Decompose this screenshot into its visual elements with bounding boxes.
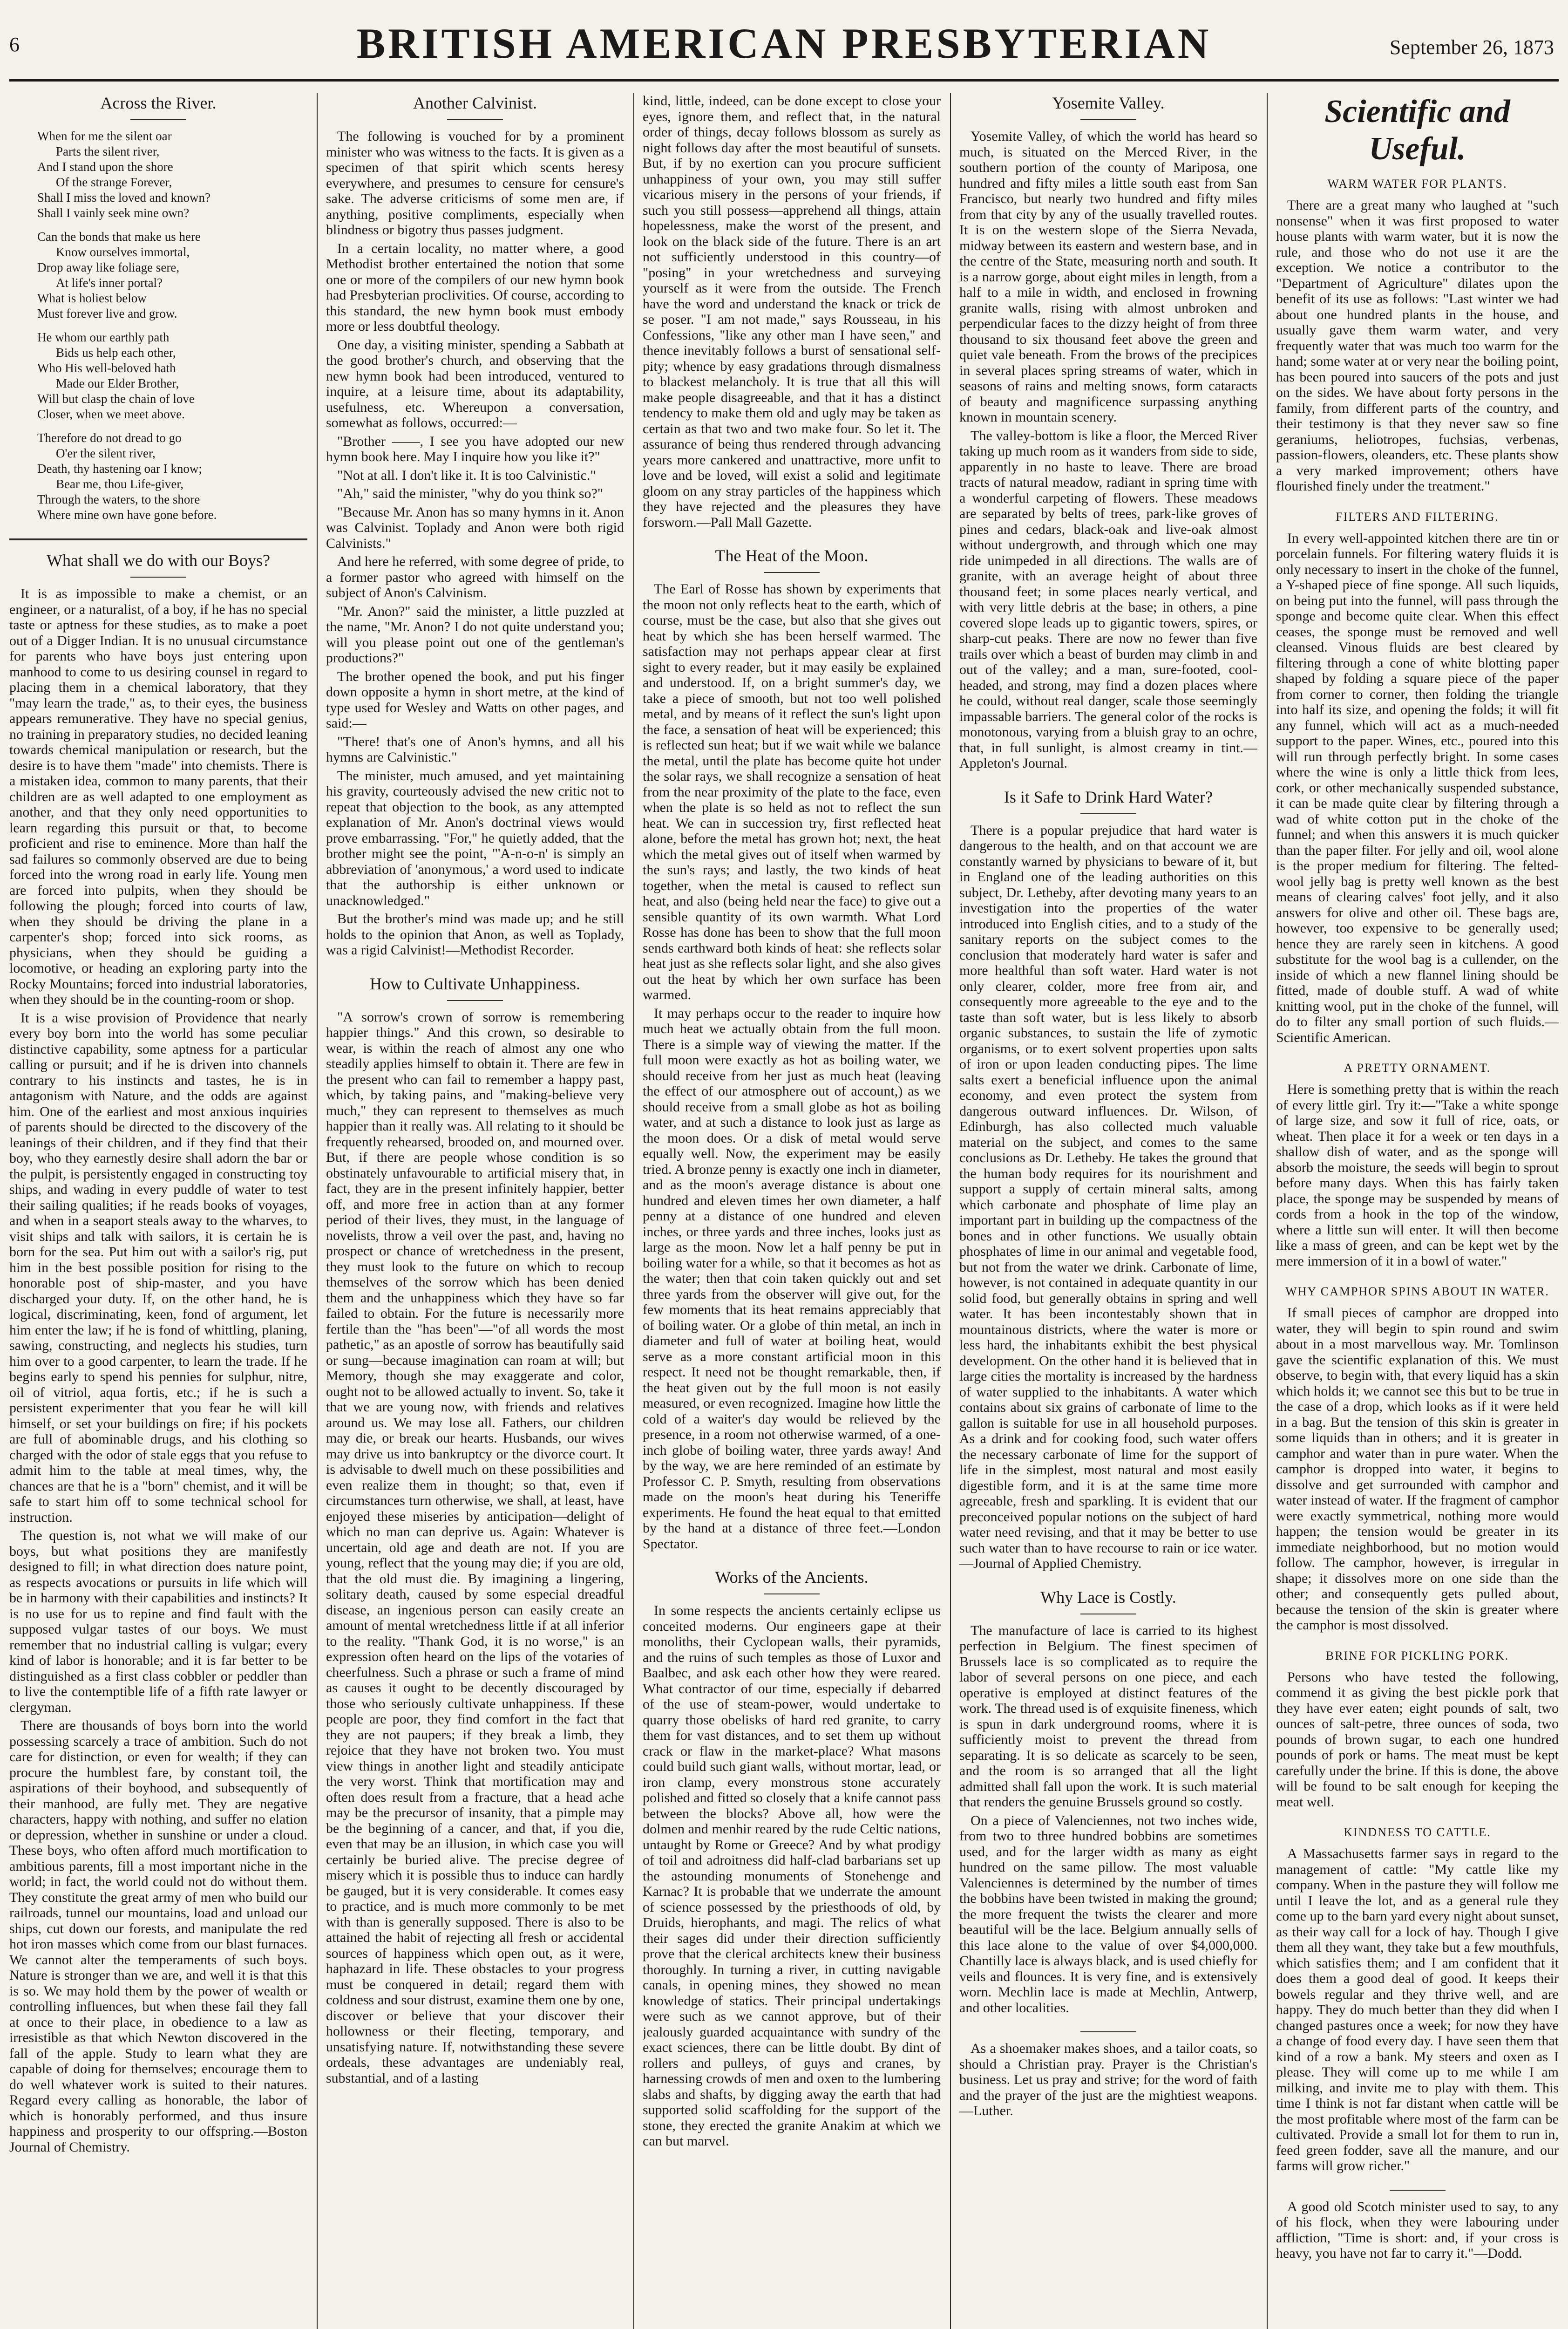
title-rule bbox=[1080, 119, 1136, 120]
paragraph: On a piece of Valenciennes, not two inches wide, from two to three hundred bobbins are sometimes used, and for the larger width as many as eight hundred on the same pillow. The most valuable Valenciennes is determined by the number of times the bobbins have been twisted in making the ground; the more frequent the twists the clearer and more beautiful will be the lace. Belgium annually sells of this lace alone to the value of over $4,000,000. Chantilly lace is always black, and is used chiefly for veils and flounces. It is very fine, and is extensively worn. Mechlin lace is made at Mechlin, Antwerp, and other localities. bbox=[959, 1812, 1257, 2016]
column-divider bbox=[633, 93, 634, 2329]
article-hard-water bbox=[959, 787, 1257, 1572]
poem-line: Know ourselves immortal, bbox=[56, 245, 190, 259]
article-another-calvinist bbox=[326, 93, 624, 958]
paragraph: kind, little, indeed, can be done except to close your eyes, ignore them, and reflect that, in the natural order of things, decay follows blossom as surely as night follows day after the most beautiful of sunsets. But, if by no exertion can you procure sufficient unhappiness of your own, you may still suffer vicarious misery in the persons of your friends, if such you still possess—apprehend all things, attain hopelessness, make the worst of the present, and look on the black side of the future. There is an art not sufficiently understood in this country—of "posing" in your wretchedness and surveying yourself as it were from the outside. The French have the word and understand the knack or trick de se poser. "I am not made," says Rousseau, in his Confessions, "like any other man I have seen," and thence inevitably follows a burst of sensational self-pity; whence by easy gradations through dismalness to blackest melancholy. It is true that all this will make people disagreeable, and that it has a distinct tendency to make them old and ugly may be taken as certain as that two and two make four. So let it. The assurance of being thus rendered through advancing years more cankered and unattractive, more unfit to love and be loved, will exist a solid and legitimate gloom on any stray particles of the happiness which they have rejected and the pleasures they have forsworn.—Pall Mall Gazette. bbox=[643, 93, 941, 530]
paragraph: In every well-appointed kitchen there are tin or porcelain funnels. For filtering watery fluids it is only necessary to insert in the choke of the funnel, a Y-shaped piece of fine sponge. All such liquids, on being put into the funnel, will pass through the sponge and become quite clear. When this effect ceases, the sponge must be removed and well cleansed. Vinous fluids are best cleared by filtering through a cone of white blotting paper shaped by folding a square piece of the paper from corner to corner, then folding the triangle into half its size, and opening the folds; it will fit any funnel, which will act as a much-needed support to the paper. Wines, etc., poured into this will run through perfectly bright. In some cases where the wine is only a little thick from lees, cork, or other mechanically suspended substance, it can be made quite clear by filtering through a wad of white cotton put in the choke of the funnel; and when this answers it is much quicker than the paper filter. For jelly and oil, wool alone is the proper medium for filtering. The felted-wool jelly bag is pretty well known as the best means of clearing calves' foot jelly, and it also answers for olive and other oil. These bags are, however, too expensive to be generally used; hence they are rarely seen in kitchens. A good substitute for the wool bag is a cullender, on the inside of which a new flannel lining should be fitted, made of double stuff. A wad of white knitting wool, put in the choke of the funnel, will do to filter any small portion of such fluids.—Scientific American. bbox=[1276, 530, 1559, 1045]
article-boys bbox=[9, 551, 307, 2155]
poem-line: Bear me, thou Life-giver, bbox=[56, 477, 184, 491]
column-divider bbox=[950, 93, 951, 2329]
poem-line: Drop away like foliage sere, bbox=[37, 260, 180, 274]
article-title: BRINE FOR PICKLING PORK. bbox=[1325, 1648, 1509, 1662]
masthead bbox=[9, 19, 1559, 84]
poem bbox=[9, 330, 307, 422]
poem-line: Parts the silent river, bbox=[56, 144, 160, 158]
article-title: What shall we do with our Boys? bbox=[47, 551, 270, 570]
article-title: WHY CAMPHOR SPINS ABOUT IN WATER. bbox=[1285, 1285, 1549, 1298]
poem-line: Shall I miss the loved and known? bbox=[37, 191, 210, 204]
paragraph: Persons who have tested the following, commend it as giving the best pickle pork that they have ever eaten; eight pounds of salt, two ounces of salt-petre, three ounces of soda, two pounds of brown sugar, to each one hundred pounds of pork or hams. The meat must be kept carefully under the brine. If this is done, the above will be found to be salt enough for keeping the meat well. bbox=[1276, 1669, 1559, 1810]
paragraph: The Earl of Rosse has shown by experiments that the moon not only reflects heat to the earth, which of course, must be the case, but also that she gives out heat by which she has been herself warmed. The satisfaction may not perhaps appear clear at first sight to every reader, but it may easily be explained and understood. If, on a bright summer's day, we take a piece of smooth, but not too well polished metal, and by means of it reflect the sun's light upon the face, a sensation of heat will be experienced; this is reflected sun heat; but if we wait while we balance the metal, until the plate has become quite hot under the solar rays, we shall recognize a sensation of heat from the near proximity of the plate to the face, even when the plate is so held as not to reflect the sun heat. We can in succession try, first reflected heat alone, before the metal has grown hot; next, the heat which the metal gives out of itself when warmed by the sun's rays; and lastly, the two kinds of heat together, when the metal is caused to reflect sun heat, and also (being held near the face) to give out a sensible quantity of its own warmth. What Lord Rosse has done has been to show that the full moon sends earthward both kinds of heat: she reflects solar heat just as she reflects solar light, and she also gives out the heat by which her own surface has been warmed. bbox=[643, 581, 941, 1002]
article-unhappiness-continued bbox=[643, 93, 941, 530]
article-ornament bbox=[1276, 1061, 1559, 1269]
article-title: Is it Safe to Drink Hard Water? bbox=[1004, 787, 1213, 806]
poem-line: At life's inner portal? bbox=[56, 276, 163, 290]
poem-line: Who His well-beloved hath bbox=[37, 361, 176, 375]
paragraph: "There! that's one of Anon's hymns, and all his hymns are Calvinistic." bbox=[326, 734, 624, 765]
page-number: 6 bbox=[9, 33, 20, 56]
poem-line: Closer, when we meet above. bbox=[37, 407, 185, 421]
issue-date: September 26, 1873 bbox=[1389, 36, 1554, 59]
paragraph: "Not at all. I don't like it. It is too Calvinistic." bbox=[337, 467, 596, 483]
paragraph: It is a wise provision of Providence that nearly every boy born into the world has some peculiar distinctive capability, some aptness for a particular calling or pursuit; and if he is driven into channels contrary to his instincts and tastes, he is in antagonism with Nature, and the odds are against him. One of the earliest and most anxious inquiries of parents should be directed to the discovery of the leanings of their children, and if they find that their boy, who they earnestly desire shall adorn the bar or the pulpit, is persistently engaged in constructing toy ships, and wading in every puddle of water to test their sailing qualities; if he reads books of voyages, and when in a seaport steals away to the wharves, to visit ships and talk with sailors, it is certain he is born for the sea. Put him out with a sailor's rig, put him in the best possible position for rising to the honorable post of ship-master, and you have discharged your duty. If, on the other hand, he is logical, discriminating, keen, fond of argument, let him enter the law; if he is fond of whittling, planing, sawing, constructing, and neglects his studies, turn him over to a good carpenter, to learn the trade. If he begins early to spend his pennies for sulphur, nitre, oil of vitriol, aqua fortis, etc.; if he is such a persistent experimenter that you fear he will kill himself, or set your buildings on fire; if his pockets are full of abominable drugs, and his clothing so charged with the odor of stale eggs that you refuse to admit him to the table at meal times, why, the chances are that he is a "born" chemist, and it will be safe to start him off to some technical school for instruction. bbox=[9, 1010, 307, 1525]
column-3 bbox=[643, 93, 941, 2329]
poem-line: Bids us help each other, bbox=[56, 346, 176, 360]
poem-line: Death, thy hastening oar I know; bbox=[37, 462, 202, 476]
poem-line: And I stand upon the shore bbox=[37, 160, 173, 174]
paragraph: The following is vouched for by a prominent minister who was witness to the facts. It is given as a specimen of that spirit which scents heresy everywhere, and presumes to censure for censure's sake. The adverse criticisms of some men are, if anything, positive compliments, especially when blindness or bigotry thus passes judgment. bbox=[326, 129, 624, 238]
poem-line: Must forever live and grow. bbox=[37, 306, 177, 320]
title-rule bbox=[130, 577, 186, 578]
poem bbox=[9, 129, 307, 221]
title-rule bbox=[764, 572, 820, 573]
paragraph: In some respects the ancients certainly eclipse us conceited moderns. Our engineers gape at their monoliths, their Cyclopean walls, their pyramids, and the ruins of such temples as those of Luxor and Baalbec, and ask each other how they were reared. What contractor of our time, especially if debarred of the use of steam-power, would undertake to quarry those obelisks of hard red granite, to carry them for vast distances, and to set them up without crack or flaw in the market-place? What masons could build such giant walls, without mortar, lead, or iron clamp, every monstrous stone accurately polished and fitted so closely that a knife cannot pass between the blocks? Above all, how were the dolmen and menhir reared by the rude Celtic nations, untaught by Rome or Greece? And by what prodigy of toil and adroitness did half-clad barbarians set up the astounding monuments of Stonehenge and Karnac? It is probable that we underrate the amount of science possessed by the priesthoods of old, by Druids, hierophants, and magi. The relics of what their sages did under their direction sufficiently prove that the clerical architects knew their business thoroughly. In turning a river, in cutting navigable canals, in opening mines, they showed no mean knowledge of statics. Their principal undertakings were such as we cannot approve, but of their jealously guarded acquaintance with sundry of the exact sciences, there can be little doubt. By dint of rollers and pulleys, of guys and cranes, by harnessing crowds of men and oxen to the lumbering slabs and shafts, by digging away the earth that had supported solid scaffolding for the support of the stone, they erected the granite Anakim at which we can but marvel. bbox=[643, 1603, 941, 2149]
paragraph: "Ah," said the minister, "why do you think so?" bbox=[337, 486, 604, 501]
paragraph: If small pieces of camphor are dropped into water, they will begin to spin round and swim about in a most marvellous way. Mr. Tomlinson gave the scientific explanation of this. We must observe, to begin with, that every liquid has a skin which holds it; we cannot see this but to be true in the case of a drop, which looks as if it were held in a bag. But the tension of this skin is greater in some liquids than in others; and it is greater in camphor and water than in pure water. When the camphor is dropped into water, it begins to dissolve and get surrounded with camphor and water instead of water. If the fragment of camphor were exactly symmetrical, nothing more would happen; the tension would be greater in its immediate neighborhood, but no motion would follow. The camphor, however, is irregular in shape; it dissolves more on one side than the other; and consequently gets pulled about, because the tension of the skin is greater where the camphor is most dissolved. bbox=[1276, 1305, 1559, 1633]
paragraph: The minister, much amused, and yet maintaining his gravity, courteously advised the new critic not to repeat that objection to the book, as any attempted explanation of Mr. Anon's doctrinal views would prove embarrassing. "For," he quietly added, that the brother might see the point, "'A-n-o-n' is simply an abbreviation of 'anonymous,' a word used to indicate that the authorship is either unknown or unacknowledged." bbox=[326, 768, 624, 908]
poem-line: Shall I vainly seek mine own? bbox=[37, 206, 190, 220]
article-title: WARM WATER FOR PLANTS. bbox=[1327, 177, 1507, 191]
title-rule bbox=[1080, 813, 1136, 814]
column-divider bbox=[317, 93, 318, 2329]
poem-line: Made our Elder Brother, bbox=[56, 376, 179, 390]
article-title: A PRETTY ORNAMENT. bbox=[1344, 1061, 1491, 1075]
poem-line: Through the waters, to the shore bbox=[37, 492, 200, 506]
paragraph: One day, a visiting minister, spending a Sabbath at the good brother's church, and observing that the new hymn book had been introduced, ventured to inquire, at a leisure time, about its adaptability, usefulness, etc. Whereupon a conversation, somewhat as follows, occurred:— bbox=[326, 337, 624, 430]
article-works-of-ancients bbox=[643, 1567, 941, 2149]
article-title: Across the River. bbox=[100, 94, 217, 112]
article-title: How to Cultivate Unhappiness. bbox=[370, 974, 580, 993]
item-rule bbox=[1080, 2031, 1136, 2032]
paragraph: The brother opened the book, and put his finger down opposite a hymn in short metre, at the kind of type used for Wesley and Watts on other pages, and said:— bbox=[326, 668, 624, 731]
paragraph: Yosemite Valley, of which the world has heard so much, is situated on the Merced River, in the southern portion of the county of Mariposa, one hundred and fifty miles a little south east from San Francisco, but nearly two hundred and fifty miles from that city by any of the usually travelled routes. It is on the western slope of the Sierra Nevada, midway between its eastern and western base, and in the centre of the State, measuring north and south. It is a narrow gorge, about eight miles in length, from a half to a mile in width, and enclosed in frowning granite walls, rising with almost unbroken and perpendicular faces to the dizzy height of from three thousand to six thousand feet above the green and quiet vale beneath. From the brows of the precipices in several places spring streams of water, which in seasons of rains and melting snows, form cataracts of beauty and magnificence surpassing anything known in mountain scenery. bbox=[959, 129, 1257, 425]
poem-line: He whom our earthly path bbox=[37, 330, 170, 344]
paragraph: There are a great many who laughed at "such nonsense" when it was first proposed to water house plants with warm water, but it is now the rule, and those who do not use it are the exception. We notice a contributor to the "Department of Agriculture" dilates upon the benefit of its use as follows: "Last winter we had about one hundred plants in the house, and usually gave them warm water, and very frequently water that was much too warm for the hand; some water at or very near the boiling point, has been poured into saucers of the pots and just on the sides. We have about forty persons in the family, from different parts of the country, and their testimony is that they never saw so fine geraniums, heliotropes, fuchsias, verbenas, passion-flowers, oleanders, etc. These plants show a very marked improvement; others have flourished finely under the treatment." bbox=[1276, 197, 1559, 494]
poem-line: Will but clasp the chain of love bbox=[37, 392, 195, 406]
article-separator bbox=[9, 538, 307, 540]
article-title: Why Lace is Costly. bbox=[1040, 1587, 1176, 1607]
column-divider bbox=[1267, 93, 1268, 2329]
article-lace bbox=[959, 1587, 1257, 2016]
article-yosemite bbox=[959, 93, 1257, 771]
article-heat-of-moon bbox=[643, 546, 941, 1552]
article-title: The Heat of the Moon. bbox=[715, 546, 869, 565]
column-5 bbox=[1276, 93, 1559, 2329]
poem-line: What is holiest below bbox=[37, 291, 147, 305]
paragraph: "Brother ——, I see you have adopted our new hymn book here. May I inquire how you like it?" bbox=[326, 433, 624, 464]
paragraph: There is a popular prejudice that hard water is dangerous to the health, and on that account we are constantly warned by physicians to beware of it, but in England one of the leading authorities on this subject, Dr. Letheby, after devoting many years to an investigation into the properties of the water introduced into English cities, and to a study of the sanitary reports on the subject comes to the conclusion that moderately hard water is safer and more healthful than soft water. Hard water is not only clearer, colder, more free from air, and consequently more agreeable to the eye and to the taste than soft water, but is less likely to absorb organic substances, to sustain the life of zymotic organisms, or to exert solvent properties upon salts of iron or upon leaden conducting pipes. The lime salts exert a beneficial influence upon the animal economy, and even protect the system from dangerous outward influences. Dr. Wilson, of Edinburgh, has also collected much valuable material on the subject, and comes to the same conclusions as Dr. Letheby. He takes the ground that the human body requires for its nourishment and support a supply of certain mineral salts, among which carbonate and phosphate of lime play an important part in building up the compactness of the bones and in other functions. We usually obtain phosphates of lime in our animal and vegetable food, but not from the water we drink. Carbonate of lime, however, is not contained in adequate quantity in our solid food, but generally obtains in spring and well water. It has been incontestably shown that in mountainous districts, where the water is more or less hard, the inhabitants exhibit the best physical development. On the other hand it is believed that in large cities the mortality is increased by the hardness of water supplied to the inhabitants. A water which contains about six grains of carbonate of lime to the gallon is suitable for use in all household purposes. As a drink and for cooking food, such water offers the necessary carbonate of lime for the support of life in the simplest, most natural and most easily digestible form, and it is at the same time more agreeable, fresh and sparkling. It is evident that our preconceived popular notions on the subject of hard water need revising, and that it may be better to use such water than to have recourse to rain or ice water.—Journal of Applied Chemistry. bbox=[959, 822, 1257, 1571]
article-filters bbox=[1276, 510, 1559, 1046]
paragraph: The valley-bottom is like a floor, the Merced River taking up much room as it wanders from side to side, apparently in no haste to leave. There are broad tracts of natural meadow, radiant in spring time with a wonderful carpeting of flowers. These meadows are separated by belts of trees, park-like groves of pines and cedars, black-oak and live-oak almost without undergrowth, and through which one may ride unimpeded in all directions. The walls are of granite, with an average height of about three thousand feet; in some places nearly vertical, and with very little debris at the base; in others, a pine covered slope leads up to gigantic towers, spires, or sharp-cut peaks. There are now no fewer than five trails over which a beast of burden may climb in and out of the valley; and a man, sure-footed, cool-headed, and strong, may find a dozen places where he could, without real danger, scale those seemingly impassable barriers. The general color of the rocks is monotonous, varying from a bluish gray to an ochre, that, in full sunlight, is almost creamy in tint.—Appleton's Journal. bbox=[959, 428, 1257, 771]
paragraph: "A sorrow's crown of sorrow is remembering happier things." And this crown, so desirable to wear, is within the reach of almost any one who steadily applies himself to obtain it. There are few in the present who can fail to remember a happy past, which, by taking pains, and "making-believe very much," they can represent to themselves as much happier than it really was. All relating to it should be frequently rehearsed, brooded on, and mourned over. But, if there are people whose condition is so obstinately unfavourable to artificial misery that, in fact, they are in the present infinitely happier, better off, and more free in action than at any former period of their lives, they must, in the language of novelists, throw a veil over the past, and, having no prospect or chance of wretchedness in the present, they must look to the future on which to recoup themselves of the sorrow which has been denied them and the unhappiness which they have so far failed to obtain. For the future is necessarily more fertile than the "has been"—"of all words the most pathetic," as an apostle of sorrow has beautifully said or sung—because imagination can roam at will; but Memory, though she may exaggerate and color, ought not to be allowed actually to invent. So, take it that we are young now, with friends and relatives around us. We may lose all. Fathers, our children may die, or break our hearts. Husbands, our wives may drive us into bankruptcy or the divorce court. It is advisable to dwell much on these possibilities and even realize them in thought; so that, even if circumstances turn otherwise, we shall, at least, have enjoyed these miseries by anticipation—delight of which no man can deprive us. Again: Whatever is uncertain, old age and death are not. If you are young, reflect that the young may die; if you are old, that the old must die. By imagining a lingering, solitary death, caused by some especial dreadful disease, an ingenious person can easily create an amount of mental wretchedness little if at all inferior to the reality. "Thank God, it is no worse," is an expression often heard on the lips of the votaries of cheerfulness. Such a phrase or such a frame of mind as causes it ought to be decently discouraged by those who seriously cultivate unhappiness. If these people are poor, they find comfort in the fact that they are not paupers; if they break a limb, they rejoice that they have not broken two. You must view things in another light and steadily anticipate the very worst. Think that mortification may and often does result from a fracture, that a head ache may be the precursor of insanity, that a pimple may be the beginning of a cancer, and that, if you die, even that may be an illusion, in which case you will certainly be buried alive. The precise degree of misery which it is possible thus to induce can hardly be gauged, but it is very considerable. It comes easy to practice, and is much more commonly to be met with than is generally supposed. There is also to be attained the habit of rejecting all fresh or accidental sources of happiness which open out, as it were, haphazard in life. These obstacles to your progress must be conquered in detail; regard them with coldness and sour distrust, examine them one by one, discover or believe that your discover their hollowness or their fleeting, temporary, and unsatisfying nature. If, notwithstanding these severe ordeals, these advantages are undeniably real, substantial, and of a lasting bbox=[326, 1009, 624, 2086]
poem-line: O'er the silent river, bbox=[56, 446, 156, 460]
luther-quote: As a shoemaker makes shoes, and a tailor coats, so should a Christian pray. Prayer is the Christian's business. Let us pray and strive; for the word of faith and the prayer of the just are the mightiest weapons.—Luther. bbox=[959, 2041, 1257, 2118]
article-camphor bbox=[1276, 1285, 1559, 1633]
article-title: Another Calvinist. bbox=[413, 94, 537, 112]
poem-line: Can the bonds that make us here bbox=[37, 230, 201, 244]
paragraph: In a certain locality, no matter where, a good Methodist brother entertained the notion that some one or more of the compilers of our new hymn book had Presbyterian proclivities. Of course, according to this standard, the new hymn book must embody more or less doubtful theology. bbox=[326, 240, 624, 334]
poem bbox=[9, 229, 307, 321]
article-title: FILTERS AND FILTERING. bbox=[1336, 510, 1499, 524]
section-title: Scientific and Useful. bbox=[1324, 94, 1510, 167]
item-rule bbox=[1390, 2190, 1446, 2191]
scotch-minister-anecdote: A good old Scotch minister used to say, to any of his flock, when they were labouring under affliction, "Time is short: and, if your cross is heavy, you have not far to carry it."—Dodd. bbox=[1276, 2199, 1559, 2261]
article-across-the-river bbox=[9, 93, 307, 523]
column-2 bbox=[326, 93, 624, 2329]
newspaper-title: BRITISH AMERICAN PRESBYTERIAN bbox=[356, 20, 1212, 67]
article-title: KINDNESS TO CATTLE. bbox=[1344, 1825, 1491, 1839]
article-title: Yosemite Valley. bbox=[1052, 94, 1165, 112]
article-unhappiness bbox=[326, 974, 624, 2086]
header-rule bbox=[9, 79, 1559, 82]
paragraph: Here is something pretty that is within the reach of every little girl. Try it:—"Take a white sponge of large size, and sow it full of rice, oats, or wheat. Then place it for a week or ten days in a shallow dish of water, and as the sponge will absorb the moisture, the seeds will begin to sprout before many days. When this has fairly taken place, the sponge may be suspended by means of cords from a hook in the top of the window, where a little sun will enter. It will then become like a mass of green, and can be kept wet by the mere immersion of it in a bowl of water." bbox=[1276, 1082, 1559, 1269]
column-1 bbox=[9, 93, 307, 2329]
title-rule bbox=[130, 119, 186, 120]
paragraph: "Mr. Anon?" said the minister, a little puzzled at the name, "Mr. Anon? I do not quite understand you; will you please point out one of the gentleman's productions?" bbox=[326, 603, 624, 666]
title-rule bbox=[447, 119, 503, 120]
paragraph: A Massachusetts farmer says in regard to the management of cattle: "My cattle like my company. When in the pasture they will follow me until I leave the lot, and as a general rule they come up to the barn yard every night about sunset, as their way call for a lock of hay. Though I give them all they want, they take but a few mouthfuls, which satisfies them; and I am confident that it does them a good deal of good. It keeps their bowels regular and they thrive well, and are happy. They do much better than they did when I changed pastures once a week; for now they have a change of food every day. I have seen them that kind of a row a bank. My steers and oxen as I please. They will come up to me while I am milking, and invite me to play with them. This time I think is not far distant when cattle will be the most profitable where most of the farm can be cultivated. Provide a small lot for them to run in, feed green fodder, save all the manure, and our farms will grow richer." bbox=[1276, 1846, 1559, 2173]
paragraph: There are thousands of boys born into the world possessing scarcely a trace of ambition. Such do not care for distinction, or even for wealth; if they can procure the humblest fare, by constant toil, the aspirations of their boyhood, and subsequently of their manhood, are fully met. They are negative characters, happy with nothing, and suffer no elation or depression, whether in sunshine or under a cloud. These boys, who often afford much mortification to ambitious parents, fill a most important niche in the world; in fact, the world could not do without them. They constitute the great army of men who build our railroads, tunnel our mountains, load and unload our ships, cut down our forests, and manipulate the red hot iron masses which come from our blast furnaces. We cannot alter the temperaments of such boys. Nature is stronger than we are, and well it is that this is so. We may hold them by the power of wealth or controlling influences, but when these fail they fall at once to their place, in obedience to a law as irresistible as that which Newton discovered in the fall of the apple. Study to learn what they are capable of doing for themselves; encourage them to do well whatever work is suited to their natures. Regard every calling as honorable, the labor of which is honorably performed, and thus insure happiness and prosperity to our offspring.—Boston Journal of Chemistry. bbox=[9, 1718, 307, 2155]
poem-line: Of the strange Forever, bbox=[56, 175, 172, 189]
poem-line: When for me the silent oar bbox=[37, 129, 172, 143]
paragraph: The question is, not what we will make of our boys, but what positions they are manifestly designed to fill; in what direction does nature point, as respects avocations or pursuits in life which will be in harmony with their capabilities and instincts? It is no use for us to repine and find fault with the supposed vulgar tastes of our boys. We must remember that no industrial calling is vulgar; every kind of labor is honorable; and it is far better to be distinguished as a first class cobbler or peddler than to live the contemptible life of a fifth rate lawyer or clergyman. bbox=[9, 1528, 307, 1715]
title-rule bbox=[447, 1000, 503, 1001]
paragraph: And here he referred, with some degree of pride, to a former pastor who agreed with himself on the subject of Anon's Calvinism. bbox=[326, 554, 624, 600]
paragraph: It may perhaps occur to the reader to inquire how much heat we actually obtain from the full moon. There is a simple way of viewing the matter. If the full moon were exactly as hot as boiling water, we should receive from her just as much heat (leaving the effect of our atmosphere out of account,) as we should receive from a small globe as hot as boiling water, and at such a distance to look just as large as the moon does. Or a disk of metal would serve equally well. Now, the experiment may be easily tried. A bronze penny is exactly one inch in diameter, and as the moon's average distance is about one hundred and eleven times her own diameter, a half penny at a distance of one hundred and eleven inches, or three yards and three inches, looks just as large as the moon. Now let a half penny be put in boiling water for a while, so that it becomes as hot as the water; then that coin taken quickly out and set three yards from the observer will give out, for the few moments that its heat remains appreciably that of boiling water. Or a globe of thin metal, an inch in diameter and full of water at boiling heat, would serve as a more constant artificial moon in this respect. It need not be thought remarkable, then, if the heat given out by the full moon is not easily measured, or even recognized. Imagine how little the cold of a waiter's day would be relieved by the presence, in a room not otherwise warmed, of a one-inch globe of boiling water, three yards away! And by the way, we are here reminded of an estimate by Professor C. P. Smyth, resulting from observations made on the moon's heat during his Teneriffe experiments. He found the heat equal to that emitted by the hand at a distance of three feet.—London Spectator. bbox=[643, 1005, 941, 1552]
paragraph: "Because Mr. Anon has so many hymns in it. Anon was Calvinist. Toplady and Anon were both rigid Calvinists." bbox=[326, 504, 624, 551]
paragraph: But the brother's mind was made up; and he still holds to the opinion that Anon, as well as Toplady, was a rigid Calvinist!—Methodist Recorder. bbox=[326, 911, 624, 958]
paragraph: The manufacture of lace is carried to its highest perfection in Belgium. The finest specimen of Brussels lace is so complicated as to require the labor of several persons on one piece, and each operative is employed at distinct features of the work. The thread used is of exquisite fineness, which is spun in dark underground rooms, where it is sufficiently moist to prevent the thread from separating. It is so delicate as scarcely to be seen, and the room is so arranged that all the light admitted shall fall upon the work. It is such material that renders the genuine Brussels ground so costly. bbox=[959, 1622, 1257, 1810]
paragraph: It is as impossible to make a chemist, or an engineer, or a naturalist, of a boy, if he has no special taste or aptness for these studies, as to make a poet out of a Digger Indian. It is no unusual circumstance for parents who have boys just entering upon manhood to come to us desiring counsel in regard to placing them in a chemical laboratory, that they "may learn the trade," as, to their eyes, the business appears remunerative. They have no special genius, no training in preparatory studies, no decided leaning towards chemical manipulation or research, but the desire is to have them "made" into chemists. There is a mistaken idea, common to many parents, that their children are as well adapted to one employment as another, and that they only need opportunities to learn regarding this pursuit or that, to become proficient and rise to eminence. More than half the sad failures so commonly observed are due to being forced into the wrong road in early life. Young men are forced into pulpits, when they should be following the plough; forced into courts of law, when they should be driving the plane in a carpenter's shop; forced into sick rooms, as physicians, when they should be guiding a locomotive, or heading an exploring party into the Rocky Mountains; forced into industrial laboratories, when they should be in the counting-room or shop. bbox=[9, 586, 307, 1007]
article-cattle bbox=[1276, 1825, 1559, 2174]
poem-line: Where mine own have gone before. bbox=[37, 508, 217, 522]
column-4 bbox=[959, 93, 1257, 2329]
poem-line: Therefore do not dread to go bbox=[37, 431, 182, 445]
article-warm-water bbox=[1276, 177, 1559, 494]
article-title: Works of the Ancients. bbox=[715, 1568, 869, 1587]
article-brine bbox=[1276, 1649, 1559, 1810]
poem bbox=[9, 430, 307, 523]
